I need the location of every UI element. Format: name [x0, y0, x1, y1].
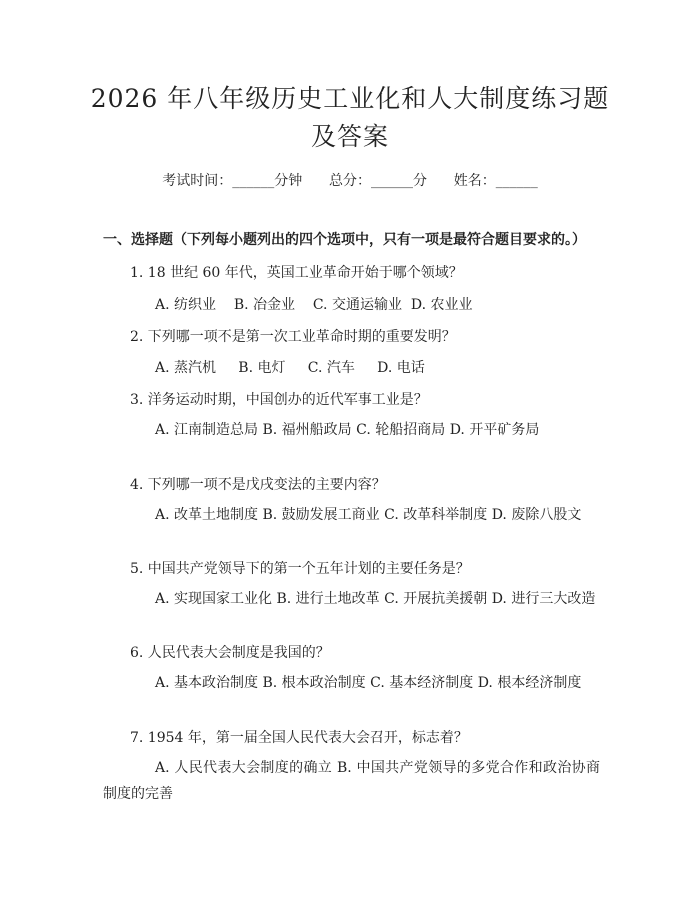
exam-info: 考试时间：______分钟 总分：______分 姓名：______ [162, 173, 538, 189]
option-c: C. 开展抗美援朝 [384, 591, 488, 607]
question-3-options [103, 417, 600, 443]
option-b: B. 根本政治制度 [262, 675, 366, 691]
question-1-stem: 1. 18 世纪 60 年代，英国工业革命开始于哪个领域？ [130, 265, 463, 281]
option-b: B. 冶金业 [233, 297, 296, 313]
option-d: D. 根本经济制度 [477, 675, 582, 691]
option-c: C. 交通运输业 [312, 297, 402, 313]
option-d: D. 废除八股文 [491, 507, 582, 523]
option-c: C. 改革科举制度 [384, 507, 488, 523]
question-3-stem: 3. 洋务运动时期，中国创办的近代军事工业是？ [130, 392, 428, 408]
title-line-1: 2026 年八年级历史工业化和人大制度练习题 [90, 84, 610, 113]
option-c: C. 汽车 [307, 360, 355, 376]
question-4-stem: 4. 下列哪一项不是戊戌变法的主要内容？ [130, 477, 386, 493]
question-2-stem: 2. 下列哪一项不是第一次工业革命时期的重要发明？ [130, 329, 456, 345]
question-4-options [103, 502, 600, 528]
title-line-2: 及答案 [310, 122, 389, 151]
question-2-options [155, 357, 425, 377]
document-title [90, 80, 610, 156]
option-d: D. 电话 [377, 360, 425, 376]
option-c: C. 基本经济制度 [370, 675, 474, 691]
question-7-stem: 7. 1954 年，第一届全国人民代表大会召开，标志着？ [130, 730, 468, 746]
option-a: A. 人民代表大会制度的确立 [155, 760, 333, 776]
option-a: A. 改革土地制度 [155, 507, 259, 523]
option-d: D. 进行三大改造 [491, 591, 596, 607]
question-5-options [103, 586, 600, 612]
option-a: A. 纺织业 [155, 297, 217, 313]
option-a: A. 实现国家工业化 [155, 591, 273, 607]
question-7-options [103, 755, 600, 807]
question-5-stem: 5. 中国共产党领导下的第一个五年计划的主要任务是？ [130, 561, 470, 577]
question-6-stem: 6. 人民代表大会制度是我国的？ [130, 645, 330, 661]
question-6-options [103, 670, 600, 696]
option-a: A. 蒸汽机 [155, 360, 217, 376]
question-1-options [155, 294, 473, 314]
option-d: D. 农业业 [410, 297, 473, 313]
option-d: D. 开平矿务局 [449, 422, 540, 438]
option-b: B. 进行土地改革 [276, 591, 380, 607]
option-a: A. 江南制造总局 [155, 422, 259, 438]
option-b: B. 中国共产党领导的多党合作和政治协商制度的完善 [103, 760, 601, 802]
option-b: B. 福州船政局 [262, 422, 352, 438]
section-heading: 一、选择题（下列每小题列出的四个选项中，只有一项是最符合题目要求的。） [103, 232, 586, 248]
option-c: C. 轮船招商局 [356, 422, 446, 438]
option-b: B. 鼓励发展工商业 [262, 507, 380, 523]
option-b: B. 电灯 [238, 360, 286, 376]
option-a: A. 基本政治制度 [155, 675, 259, 691]
